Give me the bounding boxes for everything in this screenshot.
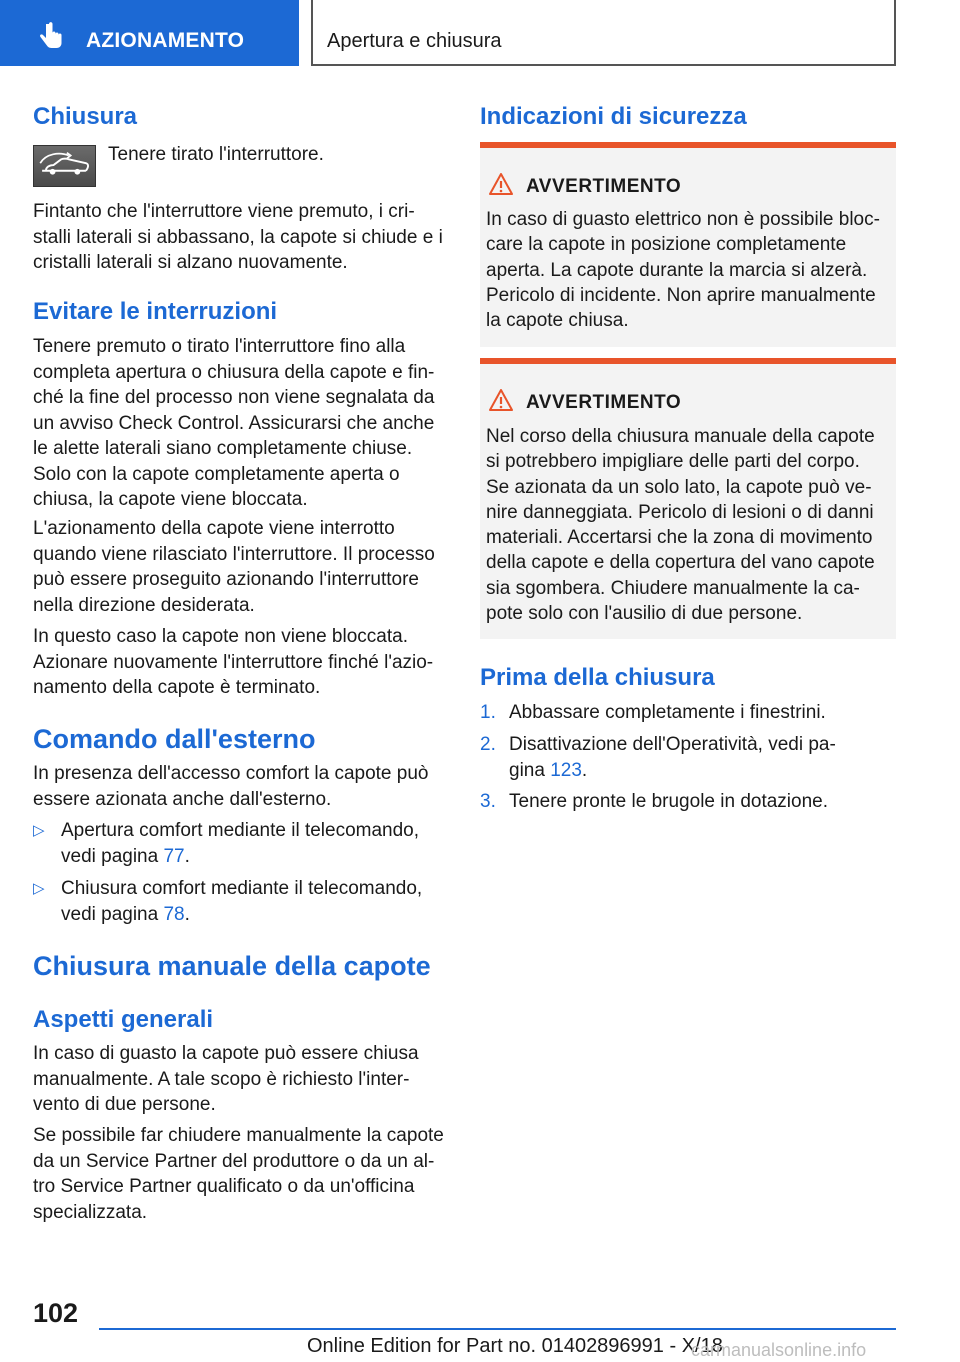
heading-comando: Comando dall'esterno bbox=[33, 724, 316, 754]
edition-text: Online Edition for Part no. 01402896991 - X/18 bbox=[307, 1335, 723, 1357]
text-line: pote solo con l'ausilio di due persone. bbox=[486, 603, 803, 625]
text-line: Disattivazione dell'Operatività, vedi pa- bbox=[509, 734, 836, 755]
text-line: Nel corso della chiusura manuale della capote bbox=[486, 426, 875, 447]
text-line: chiusa, la capote viene bloccata. bbox=[33, 489, 308, 510]
text-line: Azionare nuovamente l'interruttore finché l'azio- bbox=[33, 651, 434, 673]
list-item bbox=[33, 818, 445, 874]
heading-evitare: Evitare le interruzioni bbox=[33, 298, 278, 325]
text-line: namento della capote è terminato. bbox=[33, 677, 321, 698]
text-fragment: . bbox=[184, 846, 190, 867]
text-line: stalli laterali si abbassano, la capote si chiude e i bbox=[33, 226, 443, 248]
text-line bbox=[61, 844, 445, 870]
evitare-para-3 bbox=[33, 624, 445, 701]
text-line: Pericolo di incidente. Non aprire manualmente bbox=[486, 284, 876, 306]
text-line: della capote e della copertura del vano capote bbox=[486, 552, 875, 574]
list-item bbox=[33, 876, 445, 932]
triangle-bullet-icon: ▷ bbox=[33, 880, 45, 897]
comando-text bbox=[33, 761, 445, 812]
text-line: tro Service Partner qualificato o da un'officina bbox=[33, 1176, 415, 1197]
text-line: nire danneggiata. Pericolo di lesioni o di danni bbox=[486, 501, 874, 523]
text-line: essere azionata anche dall'esterno. bbox=[33, 788, 332, 810]
chapter-title: Apertura e chiusura bbox=[327, 30, 502, 52]
step-text: Tenere pronte le brugole in dotazione. bbox=[509, 791, 829, 812]
text-line bbox=[509, 758, 896, 784]
evitare-para-2 bbox=[33, 516, 445, 618]
text-line: care la capote in posizione completamente bbox=[486, 234, 847, 256]
warning-title: AVVERTIMENTO bbox=[526, 176, 682, 197]
text-line: la capote chiusa. bbox=[486, 310, 629, 332]
text-line: un avviso Check Control. Assicurarsi che anche bbox=[33, 412, 435, 434]
text-fragment: gina bbox=[509, 760, 551, 781]
text-line: L'azionamento della capote viene interrotto bbox=[33, 518, 395, 539]
text-line: può essere proseguito azionando l'interruttore bbox=[33, 569, 419, 590]
text-line: ché la fine del processo non viene segnalata da bbox=[33, 387, 435, 408]
warning-box bbox=[480, 142, 896, 347]
text-line: In caso di guasto elettrico non è possibile bloc- bbox=[486, 209, 880, 230]
text-line: vento di due persone. bbox=[33, 1094, 216, 1115]
text-line: Se azionata da un solo lato, la capote può ve- bbox=[486, 476, 872, 498]
warning-box bbox=[480, 358, 896, 639]
text-line: Tenere premuto o tirato l'interruttore fino alla bbox=[33, 336, 406, 357]
page-link-77[interactable]: 77 bbox=[163, 846, 185, 867]
page-link-78[interactable]: 78 bbox=[163, 904, 185, 925]
warning-text bbox=[486, 424, 886, 626]
text-line: In questo caso la capote non viene bloccata. bbox=[33, 626, 408, 647]
convertible-roof-switch-icon bbox=[33, 145, 96, 187]
aspetti-para-2 bbox=[33, 1123, 445, 1225]
heading-aspetti: Aspetti generali bbox=[33, 1006, 214, 1033]
text-line: le alette laterali siano completamente chiuse. bbox=[33, 438, 413, 459]
evitare-para-1 bbox=[33, 334, 445, 513]
text-line: da un Service Partner del produttore o da un al- bbox=[33, 1150, 435, 1172]
step-text bbox=[509, 732, 896, 784]
step-number: 1. bbox=[480, 702, 496, 723]
heading-chiusura: Chiusura bbox=[33, 103, 138, 130]
chiusura-caption: Tenere tirato l'interruttore. bbox=[108, 144, 324, 165]
text-line: Chiusura comfort mediante il telecomando, bbox=[61, 878, 423, 899]
text-line: Apertura comfort mediante il telecomando, bbox=[61, 820, 420, 841]
section-tab bbox=[0, 0, 299, 66]
text-fragment: vedi pagina bbox=[61, 846, 164, 867]
text-line: In caso di guasto la capote può essere chiusa bbox=[33, 1043, 419, 1064]
watermark-text: carmanualsonline.info bbox=[691, 1340, 867, 1360]
text-line: Fintanto che l'interruttore viene premuto, i cri- bbox=[33, 201, 415, 222]
text-line bbox=[61, 902, 445, 928]
heading-prima: Prima della chiusura bbox=[480, 664, 715, 691]
text-line: Se possibile far chiudere manualmente la capote bbox=[33, 1125, 444, 1146]
chapter-tab bbox=[311, 0, 896, 66]
text-line: specializzata. bbox=[33, 1201, 148, 1223]
text-line: Solo con la capote completamente aperta o bbox=[33, 463, 400, 485]
text-line: nella direzione desiderata. bbox=[33, 594, 255, 616]
aspetti-para-1 bbox=[33, 1041, 445, 1118]
footer-divider bbox=[99, 1328, 896, 1330]
step-text: Abbassare completamente i finestrini. bbox=[509, 702, 826, 723]
section-title: AZIONAMENTO bbox=[86, 29, 245, 52]
step-number: 3. bbox=[480, 791, 496, 812]
warning-text bbox=[486, 207, 886, 333]
triangle-bullet-icon: ▷ bbox=[33, 822, 45, 839]
text-fragment: vedi pagina bbox=[61, 904, 164, 925]
text-line: cristalli laterali si alzano nuovamente. bbox=[33, 252, 348, 273]
list-item-text bbox=[61, 818, 445, 870]
text-line: si potrebbero impigliare delle parti del corpo. bbox=[486, 451, 860, 473]
warning-title: AVVERTIMENTO bbox=[526, 392, 682, 413]
text-line: aperta. La capote durante la marcia si alzerà. bbox=[486, 259, 868, 281]
list-item-text bbox=[61, 876, 445, 928]
page-number: 102 bbox=[33, 1298, 79, 1328]
page-link-123[interactable]: 123 bbox=[550, 760, 582, 781]
text-line: In presenza dell'accesso comfort la capote può bbox=[33, 763, 429, 784]
chiusura-text bbox=[33, 199, 445, 276]
text-line: quando viene rilasciato l'interruttore. Il processo bbox=[33, 543, 435, 565]
text-line: manualmente. A tale scopo è richiesto l'inter- bbox=[33, 1068, 410, 1090]
warning-triangle-icon bbox=[488, 388, 514, 412]
heading-manuale: Chiusura manuale della capote bbox=[33, 951, 431, 981]
step-number: 2. bbox=[480, 734, 496, 755]
text-line: materiali. Accertarsi che la zona di movimento bbox=[486, 527, 873, 549]
text-line: completa apertura o chiusura della capote e fin- bbox=[33, 361, 435, 383]
text-fragment: . bbox=[184, 904, 190, 925]
heading-sicurezza: Indicazioni di sicurezza bbox=[480, 103, 747, 130]
text-line: sia sgombera. Chiudere manualmente la ca- bbox=[486, 577, 860, 599]
warning-triangle-icon bbox=[488, 172, 514, 196]
text-fragment: . bbox=[581, 760, 588, 781]
hand-pointer-icon bbox=[38, 22, 64, 50]
